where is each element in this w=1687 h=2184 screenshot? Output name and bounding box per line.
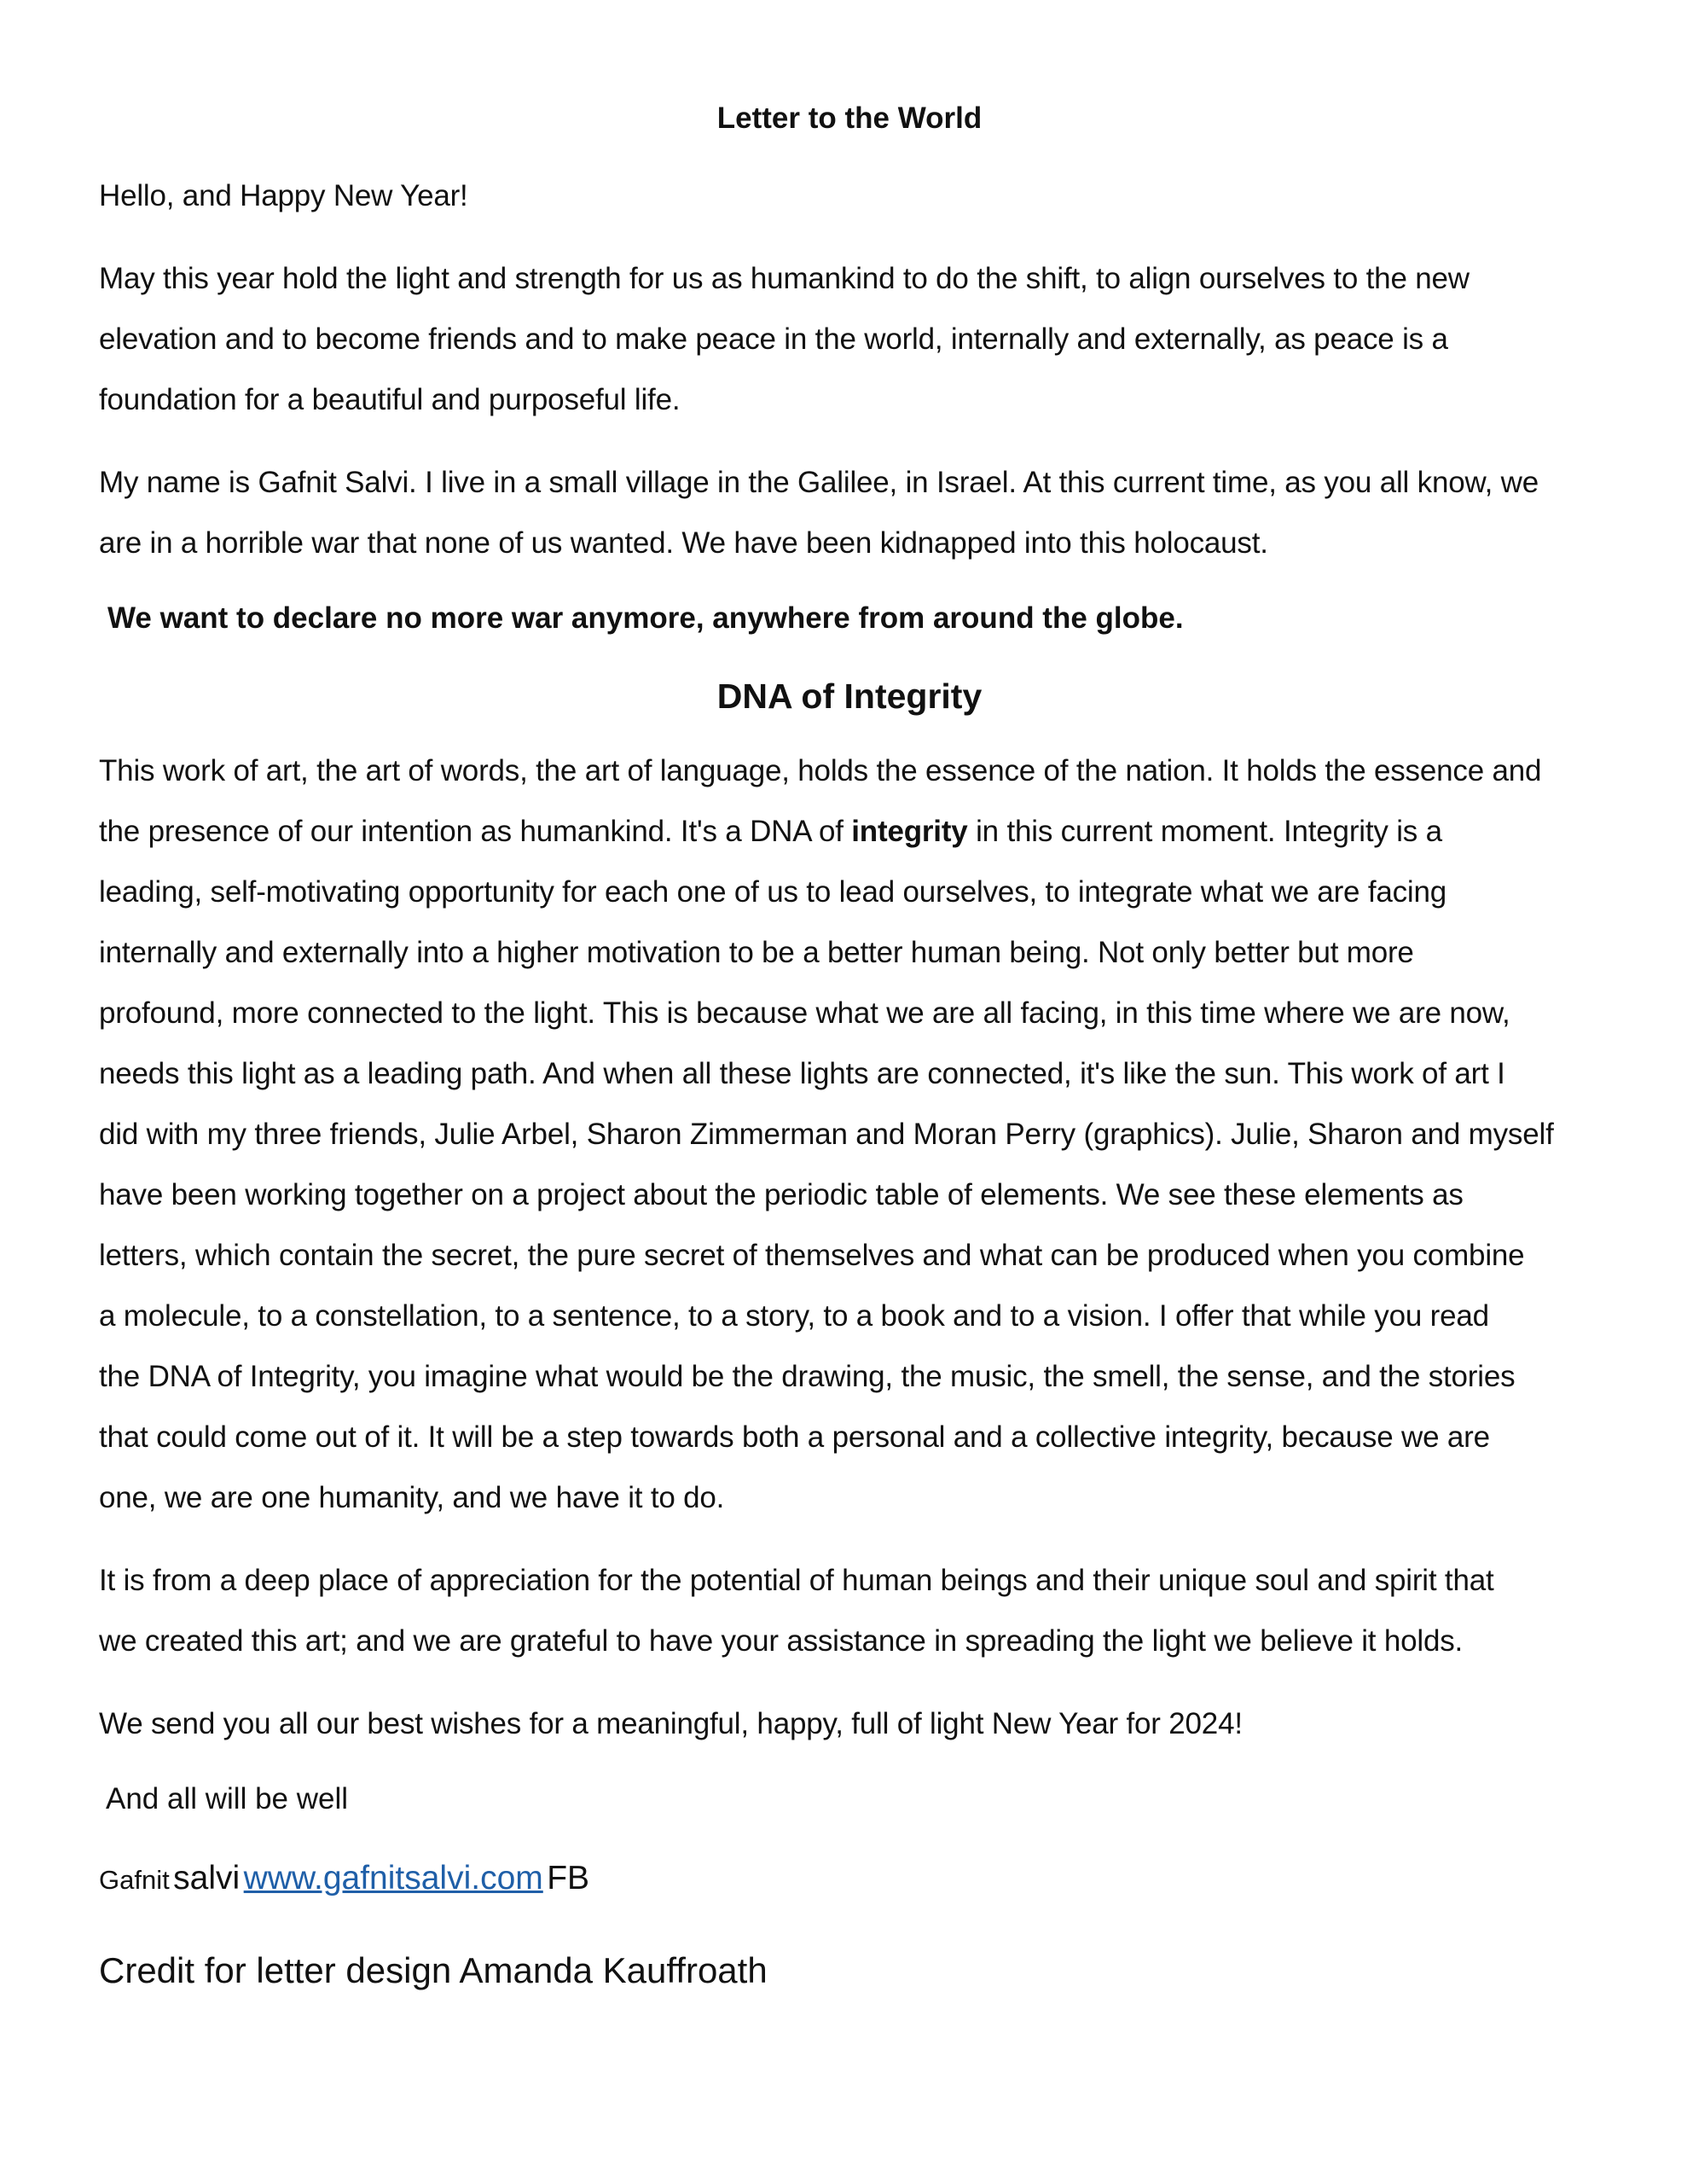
paragraph-line: one, we are one humanity, and we have it to do. xyxy=(99,1481,725,1514)
line-text-after: in this current moment. Integrity is a xyxy=(967,815,1442,848)
greeting-text: Hello, and Happy New Year! xyxy=(99,179,468,212)
paragraph-line: leading, self-motivating opportunity for each one of us to lead ourselves, to integrate what we are facing xyxy=(99,875,1447,909)
greeting xyxy=(99,166,1600,226)
signature-last-name: salvi xyxy=(173,1860,241,1896)
paragraph-line: we created this art; and we are grateful to have your assistance in spreading the light we believe it holds. xyxy=(99,1624,1464,1658)
paragraph-line: My name is Gafnit Salvi. I live in a small village in the Galilee, in Israel. At this current time, as you all know, we xyxy=(99,466,1539,499)
closing-line: And all will be well xyxy=(106,1782,349,1815)
paragraph-line: We send you all our best wishes for a meaningful, happy, full of light New Year for 2024! xyxy=(99,1707,1243,1740)
line-text-before: the presence of our intention as humankind. It's a DNA of xyxy=(99,815,852,848)
website-link[interactable]: www.gafnitsalvi.com xyxy=(243,1860,543,1896)
paragraph-line: It is from a deep place of appreciation for the potential of human beings and their unique soul and spirit that xyxy=(99,1564,1494,1597)
paragraph-line: profound, more connected to the light. This is because what we are all facing, in this time where we are now, xyxy=(99,996,1510,1030)
paragraph-line: internally and externally into a higher motivation to be a better human being. Not only better but more xyxy=(99,936,1414,969)
facebook-label[interactable]: FB xyxy=(547,1860,590,1896)
letter-page xyxy=(99,96,1600,1998)
paragraph-line: This work of art, the art of words, the art of language, holds the essence of the nation. It holds the essence and xyxy=(99,754,1542,787)
paragraph-line: a molecule, to a constellation, to a sentence, to a story, to a book and to a vision. I offer that while you read xyxy=(99,1299,1489,1333)
paragraph-appreciation xyxy=(99,1550,1600,1671)
paragraph-line: did with my three friends, Julie Arbel, Sharon Zimmerman and Moran Perry (graphics). Julie, Sharon and myself xyxy=(99,1118,1554,1151)
paragraph-line: letters, which contain the secret, the pure secret of themselves and what can be produced when you combine xyxy=(99,1239,1525,1272)
paragraph-line: the DNA of Integrity, you imagine what would be the drawing, the music, the smell, the sense, and the stories xyxy=(99,1360,1516,1393)
paragraph-new-year-wish xyxy=(99,248,1600,430)
paragraph-line-with-emphasis xyxy=(99,801,1600,862)
signature-first-name: Gafnit xyxy=(99,1865,170,1895)
paragraph-line: foundation for a beautiful and purposeful life. xyxy=(99,383,681,416)
letter-title: Letter to the World xyxy=(716,102,983,135)
design-credit: Credit for letter design Amanda Kauffroath xyxy=(99,1950,768,1990)
signature-line xyxy=(99,1851,1600,1913)
paragraph-line: May this year hold the light and strength for us as humankind to do the shift, to align ourselves to the new xyxy=(99,262,1470,295)
paragraph-introduction xyxy=(99,452,1600,573)
section-title-dna: DNA of Integrity xyxy=(716,677,983,716)
paragraph-line: have been working together on a project about the periodic table of elements. We see these elements as xyxy=(99,1178,1464,1211)
paragraph-line: elevation and to become friends and to make peace in the world, internally and externally, as peace is a xyxy=(99,322,1448,356)
paragraph-best-wishes xyxy=(99,1693,1600,1754)
paragraph-line: are in a horrible war that none of us wanted. We have been kidnapped into this holocaust. xyxy=(99,526,1268,560)
paragraph-line: that could come out of it. It will be a step towards both a personal and a collective integrity, because we are xyxy=(99,1420,1490,1454)
paragraph-line: needs this light as a leading path. And when all these lights are connected, it's like the sun. This work of art I xyxy=(99,1057,1505,1090)
paragraph-dna-of-integrity xyxy=(99,741,1600,1528)
emphasis-integrity: integrity xyxy=(851,815,968,848)
declaration-statement: We want to declare no more war anymore, anywhere from around the globe. xyxy=(107,601,1184,635)
